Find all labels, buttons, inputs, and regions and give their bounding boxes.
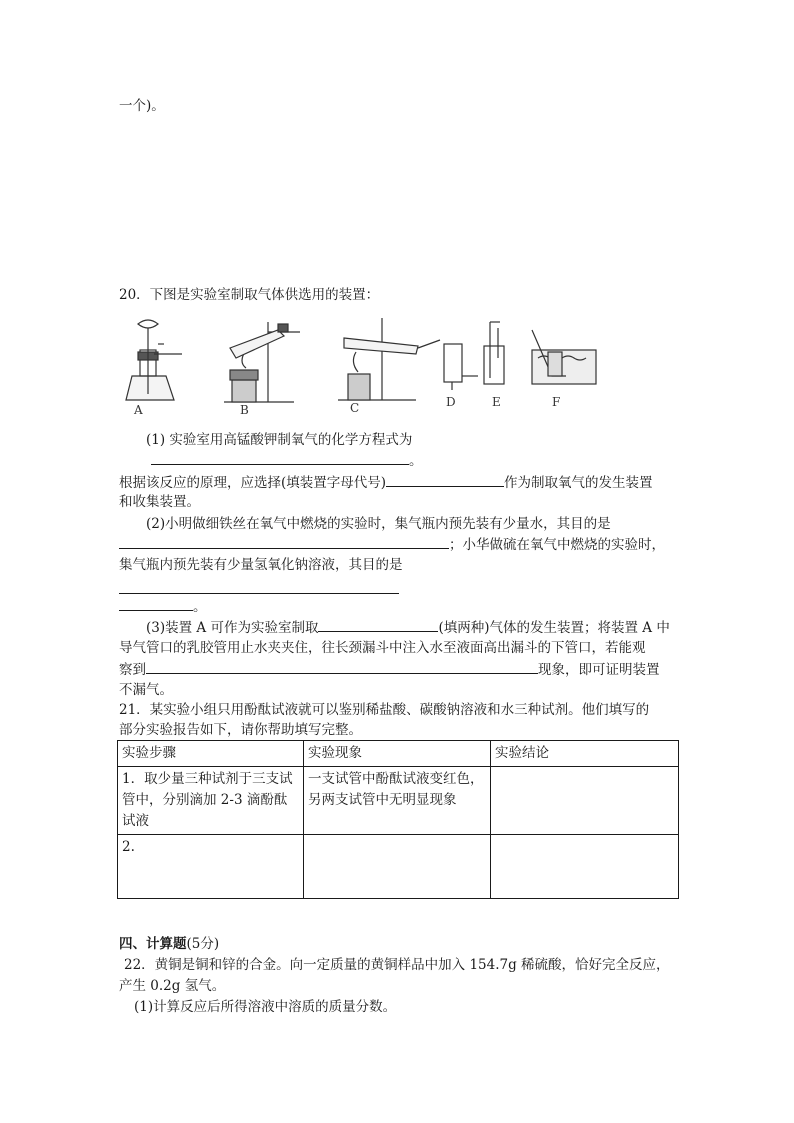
row2-phenomenon-cell[interactable] [304, 835, 491, 899]
row2-step[interactable]: 2. [118, 835, 304, 899]
section4-heading [119, 934, 219, 955]
apparatus-a-drawing [126, 320, 182, 400]
row1-step: 1．取少量三种试剂于三支试管中，分别滴加 2-3 滴酚酞试液 [118, 767, 304, 835]
table-row [118, 767, 679, 835]
row1-phenomenon: 一支试管中酚酞试液变红色，另两支试管中无明显现象 [304, 767, 491, 835]
q22-sub1: (1)计算反应后所得溶液中溶质的质量分数。 [134, 999, 397, 1015]
apparatus-figure [118, 318, 602, 414]
q20-p3-line3-end: 现象，即可证明装置 [538, 662, 660, 678]
sulfur-purpose-blank-2[interactable] [119, 596, 193, 611]
row2-conclusion-cell[interactable] [491, 835, 679, 899]
q20-p2-line3: 集气瓶内预先装有少量氢氧化钠溶液，其目的是 [119, 557, 403, 573]
q20-p2-line5 [119, 596, 207, 618]
top-fragment: 一个)。 [119, 98, 165, 114]
row1-conclusion-cell[interactable] [491, 767, 679, 835]
header-conclusion: 实验结论 [491, 741, 679, 767]
q20-p3-line3-start: 察到 [119, 662, 146, 678]
q22-line1: 22．黄铜是铜和锌的合金。向一定质量的黄铜样品中加入 154.7g 稀硫酸，恰好完全反应， [124, 957, 670, 973]
table-header-row [118, 741, 679, 767]
q20-p3-line1-start: (3)装置 A 可作为实验室制取 [146, 620, 319, 636]
apparatus-label-f: F [552, 395, 561, 409]
q20-p2-line5-end: 。 [193, 599, 207, 615]
apparatus-e-drawing [484, 322, 504, 384]
apparatus-choice-blank[interactable] [386, 472, 504, 487]
apparatus-f-drawing [532, 330, 596, 384]
q20-p2-line1: (2)小明做细铁丝在氧气中燃烧的实验时，集气瓶内预先装有少量水，其目的是 [146, 516, 611, 532]
q20-p1-line3-start: 根据该反应的原理，应选择(填装置字母代号) [119, 475, 387, 491]
equation-blank[interactable] [151, 450, 409, 465]
q20-p1-line2 [151, 450, 423, 472]
q20-p1-line1: (1) 实验室用高锰酸钾制氧气的化学方程式为 [146, 432, 413, 448]
q20-p3-line1-end: (填两种)气体的发生装置；将装置 A 中 [438, 620, 670, 636]
apparatus-label-a: A [134, 403, 143, 414]
q21-line1: 21．某实验小组只用酚酞试液就可以鉴别稀盐酸、碳酸钠溶液和水三种试剂。他们填写的 [119, 702, 650, 718]
experiment-report-table [117, 740, 679, 899]
phenomenon-blank[interactable] [146, 659, 538, 674]
q20-p1-line3 [119, 472, 653, 494]
q20-p1-line3-end: 作为制取氧气的发生装置 [504, 475, 653, 491]
section4-points: (5分) [186, 936, 220, 952]
q20-p2-line2 [119, 534, 665, 556]
q20-title: 20．下图是实验室制取气体供选用的装置： [119, 287, 380, 303]
apparatus-label-d: D [446, 395, 456, 409]
apparatus-label-c: C [350, 401, 360, 414]
q20-p3-line4: 不漏气。 [119, 682, 173, 698]
apparatus-label-e: E [492, 395, 501, 409]
sulfur-purpose-blank-1[interactable] [119, 593, 399, 594]
q20-p1-line4: 和收集装置。 [119, 494, 200, 510]
header-steps: 实验步骤 [118, 741, 304, 767]
apparatus-d-drawing [444, 344, 478, 390]
gases-blank[interactable] [318, 617, 438, 632]
header-phenomena: 实验现象 [304, 741, 491, 767]
q20-p3-line3 [119, 659, 660, 681]
apparatus-b-drawing [224, 322, 300, 402]
table-row [118, 835, 679, 899]
q20-p3-line2: 导气管口的乳胶管用止水夹夹住，往长颈漏斗中注入水至液面高出漏斗的下管口，若能观 [119, 640, 646, 656]
q20-p3-line1 [146, 617, 670, 639]
q20-p2-line2-end: ；小华做硫在氧气中燃烧的实验时， [449, 537, 665, 553]
q22-line2: 产生 0.2g 氢气。 [119, 978, 226, 994]
q20-p1-end: 。 [409, 453, 423, 469]
q21-line2: 部分实验报告如下，请你帮助填写完整。 [119, 722, 362, 738]
apparatus-label-b: B [240, 403, 249, 414]
iron-purpose-blank[interactable] [119, 534, 449, 549]
section4-title: 四、计算题 [119, 936, 187, 952]
apparatus-c-drawing [338, 318, 440, 400]
